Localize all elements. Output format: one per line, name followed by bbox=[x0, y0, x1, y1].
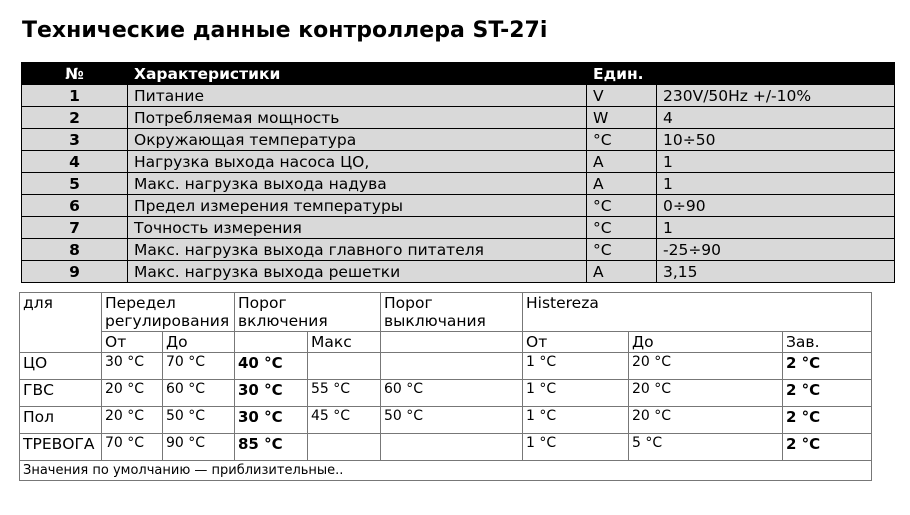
defaults-row bbox=[20, 407, 872, 434]
hyst-from-cell bbox=[523, 434, 629, 461]
hyst-to: 20 °C bbox=[632, 381, 672, 397]
spec-value: 1 bbox=[657, 173, 895, 195]
spec-value: 3,15 bbox=[657, 261, 895, 283]
col-number: № bbox=[22, 63, 128, 85]
spec-row bbox=[22, 173, 895, 195]
spec-number: 6 bbox=[22, 195, 128, 217]
defaults-row bbox=[20, 380, 872, 407]
spec-row bbox=[22, 107, 895, 129]
row-name: ЦО bbox=[23, 354, 48, 372]
spec-number: 2 bbox=[22, 107, 128, 129]
threshold-on-cell bbox=[235, 353, 308, 380]
spec-number: 7 bbox=[22, 217, 128, 239]
spec-number: 5 bbox=[22, 173, 128, 195]
threshold-off-cell bbox=[381, 434, 523, 461]
threshold-off-cell bbox=[381, 407, 523, 434]
row-name-cell bbox=[20, 380, 102, 407]
range-from-cell bbox=[102, 407, 163, 434]
range-to-cell bbox=[163, 434, 235, 461]
range-to: 90 °C bbox=[166, 435, 206, 451]
row-name: ГВС bbox=[23, 381, 54, 399]
hyst-from: 1 °C bbox=[526, 354, 557, 370]
spec-row bbox=[22, 239, 895, 261]
range-from-cell bbox=[102, 380, 163, 407]
range-from: 70 °C bbox=[105, 435, 145, 451]
range-to: 60 °C bbox=[166, 381, 206, 397]
threshold-off-cell bbox=[381, 380, 523, 407]
header-on: Порог включения bbox=[235, 293, 381, 332]
spec-name: Макс. нагрузка выхода решетки bbox=[128, 261, 587, 283]
spec-value: 4 bbox=[657, 107, 895, 129]
defaults-row bbox=[20, 434, 872, 461]
spec-row bbox=[22, 129, 895, 151]
hyst-from-cell bbox=[523, 380, 629, 407]
spec-name: Нагрузка выхода насоса ЦО, bbox=[128, 151, 587, 173]
hyst-to: 5 °C bbox=[632, 435, 663, 451]
hyst-from-cell bbox=[523, 407, 629, 434]
hyst-from: 1 °C bbox=[526, 408, 557, 424]
hyst-to-cell bbox=[629, 407, 783, 434]
threshold-max: 55 °C bbox=[311, 381, 351, 397]
row-name: Пол bbox=[23, 408, 55, 426]
spec-unit: °C bbox=[587, 129, 657, 151]
col-value bbox=[657, 63, 895, 85]
spec-row bbox=[22, 261, 895, 283]
defaults-table bbox=[19, 292, 872, 481]
hyst-to-cell bbox=[629, 380, 783, 407]
range-to: 70 °C bbox=[166, 354, 206, 370]
hyst-to-cell bbox=[629, 353, 783, 380]
defaults-subheader-row bbox=[20, 332, 872, 353]
hyst-from: 1 °C bbox=[526, 435, 557, 451]
defaults-header-row bbox=[20, 293, 872, 332]
threshold-on-cell bbox=[235, 407, 308, 434]
range-from: 20 °C bbox=[105, 381, 145, 397]
hyst-to: 20 °C bbox=[632, 354, 672, 370]
factory-default-cell bbox=[783, 353, 872, 380]
sub-to: До bbox=[163, 332, 235, 353]
hyst-to: 20 °C bbox=[632, 408, 672, 424]
range-to: 50 °C bbox=[166, 408, 206, 424]
spec-value: 1 bbox=[657, 151, 895, 173]
factory-default: 2 °C bbox=[786, 354, 821, 372]
range-from: 30 °C bbox=[105, 354, 145, 370]
note-row bbox=[20, 461, 872, 481]
header-off: Порог выключания bbox=[381, 293, 523, 332]
spec-value: -25÷90 bbox=[657, 239, 895, 261]
threshold-max: 45 °C bbox=[311, 408, 351, 424]
sub-max: Макс bbox=[308, 332, 381, 353]
spec-unit: °C bbox=[587, 195, 657, 217]
hyst-to-cell bbox=[629, 434, 783, 461]
sub-hyst-from: От bbox=[523, 332, 629, 353]
spec-number: 3 bbox=[22, 129, 128, 151]
threshold-on-cell bbox=[235, 380, 308, 407]
sub-empty bbox=[381, 332, 523, 353]
range-to-cell bbox=[163, 353, 235, 380]
page-title: Технические данные контроллера ST-27i bbox=[22, 18, 548, 43]
spec-number: 4 bbox=[22, 151, 128, 173]
col-characteristic: Характеристики bbox=[128, 63, 587, 85]
spec-name: Макс. нагрузка выхода надува bbox=[128, 173, 587, 195]
spec-unit: A bbox=[587, 173, 657, 195]
threshold-on: 85 °C bbox=[238, 435, 283, 453]
hyst-from-cell bbox=[523, 353, 629, 380]
factory-default-cell bbox=[783, 380, 872, 407]
sub-from: От bbox=[102, 332, 163, 353]
defaults-note: Значения по умолчанию — приблизительные.. bbox=[20, 461, 872, 481]
factory-default: 2 °C bbox=[786, 435, 821, 453]
sub-empty bbox=[235, 332, 308, 353]
spec-row bbox=[22, 151, 895, 173]
spec-unit: A bbox=[587, 151, 657, 173]
threshold-on: 30 °C bbox=[238, 381, 283, 399]
spec-value: 1 bbox=[657, 217, 895, 239]
spec-table bbox=[21, 62, 895, 283]
factory-default-cell bbox=[783, 434, 872, 461]
range-to-cell bbox=[163, 380, 235, 407]
threshold-max-cell bbox=[308, 434, 381, 461]
spec-number: 1 bbox=[22, 85, 128, 107]
row-name-cell bbox=[20, 353, 102, 380]
col-unit: Един. bbox=[587, 63, 657, 85]
spec-value: 10÷50 bbox=[657, 129, 895, 151]
factory-default-cell bbox=[783, 407, 872, 434]
factory-default: 2 °C bbox=[786, 408, 821, 426]
spec-header-row bbox=[22, 63, 895, 85]
spec-value: 230V/50Hz +/-10% bbox=[657, 85, 895, 107]
spec-unit: W bbox=[587, 107, 657, 129]
spec-name: Окружающая температура bbox=[128, 129, 587, 151]
header-hysteresis: Histereza bbox=[523, 293, 872, 332]
threshold-off-cell bbox=[381, 353, 523, 380]
threshold-on: 40 °C bbox=[238, 354, 283, 372]
spec-unit: °C bbox=[587, 217, 657, 239]
row-name-cell bbox=[20, 407, 102, 434]
threshold-max-cell bbox=[308, 407, 381, 434]
header-for: для bbox=[20, 293, 102, 353]
range-from-cell bbox=[102, 353, 163, 380]
sub-hyst-to: До bbox=[629, 332, 783, 353]
range-from: 20 °C bbox=[105, 408, 145, 424]
spec-name: Точность измерения bbox=[128, 217, 587, 239]
threshold-on-cell bbox=[235, 434, 308, 461]
range-from-cell bbox=[102, 434, 163, 461]
spec-unit: °C bbox=[587, 239, 657, 261]
threshold-off: 50 °C bbox=[384, 408, 424, 424]
spec-name: Потребляемая мощность bbox=[128, 107, 587, 129]
spec-row bbox=[22, 85, 895, 107]
range-to-cell bbox=[163, 407, 235, 434]
spec-number: 9 bbox=[22, 261, 128, 283]
spec-name: Питание bbox=[128, 85, 587, 107]
spec-name: Макс. нагрузка выхода главного питателя bbox=[128, 239, 587, 261]
row-name-cell bbox=[20, 434, 102, 461]
threshold-max-cell bbox=[308, 380, 381, 407]
defaults-row bbox=[20, 353, 872, 380]
factory-default: 2 °C bbox=[786, 381, 821, 399]
hyst-from: 1 °C bbox=[526, 381, 557, 397]
spec-number: 8 bbox=[22, 239, 128, 261]
header-range: Передел регулирования bbox=[102, 293, 235, 332]
row-name: ТРЕВОГА bbox=[23, 435, 95, 453]
spec-unit: A bbox=[587, 261, 657, 283]
spec-row bbox=[22, 217, 895, 239]
spec-row bbox=[22, 195, 895, 217]
threshold-off: 60 °C bbox=[384, 381, 424, 397]
sub-zav: Зав. bbox=[783, 332, 872, 353]
threshold-max-cell bbox=[308, 353, 381, 380]
threshold-on: 30 °C bbox=[238, 408, 283, 426]
spec-name: Предел измерения температуры bbox=[128, 195, 587, 217]
spec-value: 0÷90 bbox=[657, 195, 895, 217]
spec-unit: V bbox=[587, 85, 657, 107]
